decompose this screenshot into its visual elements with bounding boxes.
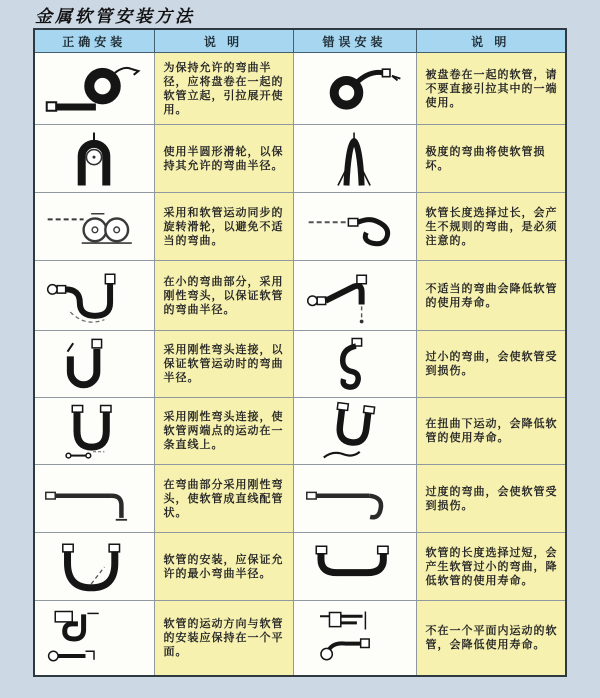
correct-image-cell: [34, 533, 154, 601]
header-wrong-install: 错误安装: [293, 29, 416, 53]
correct-desc-cell: 在小的弯曲部分，采用刚性弯头，以保证软管的弯曲半径。: [154, 261, 293, 331]
rigid-elbow-connection-icon: [42, 334, 146, 394]
table-row: [34, 331, 566, 398]
correct-desc-cell: 采用刚性弯头连接，使软管两端点的运动在一条直线上。: [154, 398, 293, 465]
wrong-image-cell: [293, 601, 416, 676]
overlong-hose-loop-icon: [303, 197, 407, 257]
wrong-image-cell: [293, 53, 416, 125]
excessive-bend-icon: [303, 469, 407, 529]
table-row: [34, 261, 566, 331]
table-row: [34, 53, 566, 125]
wrong-image-cell: [293, 193, 416, 261]
wrong-image-cell: [293, 261, 416, 331]
wrong-desc-cell: 在扭曲下运动，会降低软管的使用寿命。: [416, 398, 566, 465]
table-row: [34, 533, 566, 601]
u-bend-inline-motion-icon: [42, 401, 146, 461]
correct-desc-cell: 采用刚性弯头连接，以保证软管运动时的弯曲半径。: [154, 331, 293, 398]
correct-desc-cell: 为保持允许的弯曲半径，应将盘卷在一起的软管立起，引拉展开使用。: [154, 53, 293, 125]
wrong-desc-cell: 被盘卷在一起的软管，请不要直接引拉其中的一端使用。: [416, 53, 566, 125]
wrong-desc-cell: 不适当的弯曲会降低软管的使用寿命。: [416, 261, 566, 331]
in-plane-motion-icon: [42, 605, 146, 671]
wrong-desc-cell: 过度的弯曲，会使软管受到损伤。: [416, 465, 566, 533]
correct-desc-cell: 软管的运动方向与软管的安装应保持在一个平面。: [154, 601, 293, 676]
page-title: 金属软管安装方法: [35, 7, 195, 26]
coiled-hose-end-pulled-icon: [303, 59, 407, 119]
table-row: [34, 465, 566, 533]
too-small-bend-icon: [303, 334, 407, 394]
coiled-hose-upright-icon: [42, 59, 146, 119]
correct-image-cell: [34, 601, 154, 676]
correct-image-cell: [34, 261, 154, 331]
out-of-plane-motion-icon: [303, 605, 407, 671]
straight-run-rigid-elbow-icon: [42, 469, 146, 529]
installation-table: [33, 28, 567, 677]
wrong-desc-cell: 软管的长度选择过短，会产生软管过小的弯曲，降低软管的使用寿命。: [416, 533, 566, 601]
synchronized-rotating-pulley-icon: [42, 197, 146, 257]
table-row: [34, 125, 566, 193]
wrong-image-cell: [293, 125, 416, 193]
extreme-bend-icon: [303, 129, 407, 189]
correct-image-cell: [34, 398, 154, 465]
wrong-image-cell: [293, 533, 416, 601]
header-description-1: 说 明: [154, 29, 293, 53]
table-row: [34, 601, 566, 676]
correct-desc-cell: 使用半圆形滑轮，以保持其允许的弯曲半径。: [154, 125, 293, 193]
correct-image-cell: [34, 53, 154, 125]
rigid-elbow-small-bend-icon: [42, 265, 146, 327]
header-correct-install: 正确安装: [34, 29, 154, 53]
header-row: [34, 29, 566, 53]
wrong-image-cell: [293, 465, 416, 533]
wrong-desc-cell: 过小的弯曲，会使软管受到损伤。: [416, 331, 566, 398]
correct-image-cell: [34, 193, 154, 261]
correct-image-cell: [34, 125, 154, 193]
semicircular-pulley-icon: [42, 129, 146, 189]
header-description-2: 说 明: [416, 29, 566, 53]
correct-image-cell: [34, 331, 154, 398]
improper-bend-icon: [303, 265, 407, 327]
wrong-image-cell: [293, 398, 416, 465]
table-row: [34, 398, 566, 465]
wrong-desc-cell: 不在一个平面内运动的软管，会降低使用寿命。: [416, 601, 566, 676]
twisted-motion-icon: [303, 401, 407, 461]
correct-desc-cell: 在弯曲部分采用刚性弯头，使软管成直线配管状。: [154, 465, 293, 533]
wrong-image-cell: [293, 331, 416, 398]
correct-image-cell: [34, 465, 154, 533]
correct-desc-cell: 采用和软管运动同步的旋转滑轮，以避免不适当的弯曲。: [154, 193, 293, 261]
wrong-desc-cell: 软管长度选择过长，会产生不规则的弯曲，是必须注意的。: [416, 193, 566, 261]
too-short-hose-icon: [303, 537, 407, 597]
wrong-desc-cell: 极度的弯曲将使软管损坏。: [416, 125, 566, 193]
min-bend-radius-u-icon: [42, 537, 146, 597]
table-row: [34, 193, 566, 261]
correct-desc-cell: 软管的安装，应保证允许的最小弯曲半径。: [154, 533, 293, 601]
